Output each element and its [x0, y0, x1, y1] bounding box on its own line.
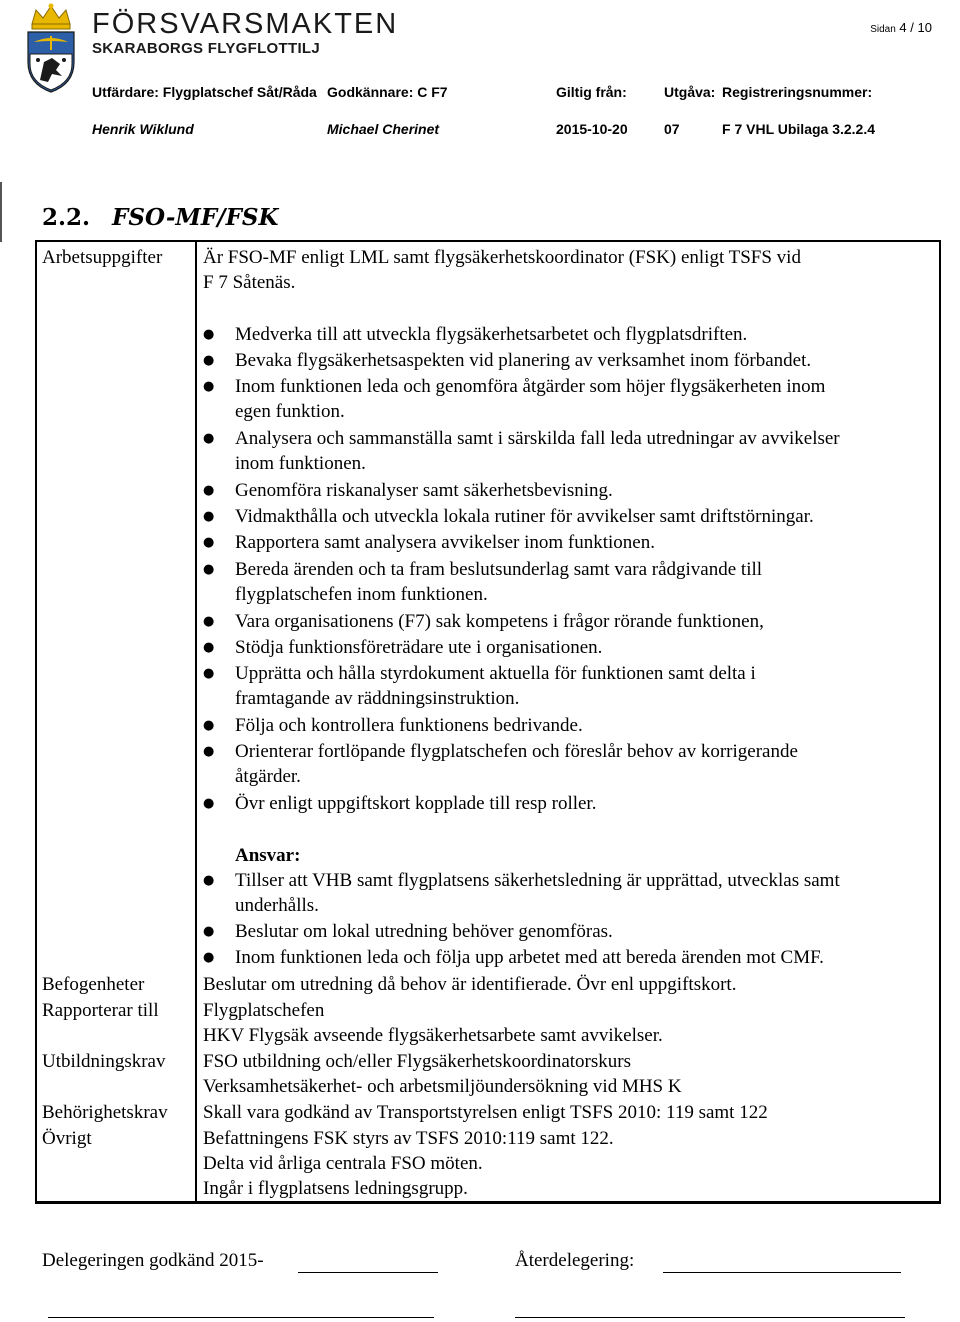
row-value: Delta vid årliga centrala FSO möten.: [203, 1153, 483, 1174]
tasks-intro-line: Är FSO-MF enligt LML samt flygsäkerhetskoordinator (FSK) enligt TSFS vid: [203, 247, 801, 268]
responsibility-item: Inom funktionen leda och följa upp arbetet med att bereda ärenden mot CMF.: [235, 947, 824, 968]
responsibility-item: Beslutar om lokal utredning behöver genomföras.: [235, 921, 613, 942]
task-item: Medverka till att utveckla flygsäkerhetsarbetet och flygplatsdriften.: [235, 324, 748, 345]
task-item: Orienterar fortlöpande flygplatschefen och föreslår behov av korrigerande: [235, 741, 798, 762]
task-item: Bereda ärenden och ta fram beslutsunderlag samt vara rådgivande till: [235, 559, 763, 580]
issuer-label: Utfärdare: Flygplatschef Såt/Råda: [92, 84, 317, 100]
approver-label: Godkännare: C F7: [327, 84, 448, 100]
bullet-icon: ●: [203, 483, 215, 498]
row-label-utbildningskrav: Utbildningskrav: [42, 1051, 166, 1072]
reg-no-label: Registreringsnummer:: [722, 84, 873, 100]
tasks-label: Arbetsuppgifter: [42, 247, 163, 268]
row-value: Flygplatschefen: [203, 1000, 325, 1021]
responsibility-item-cont: underhålls.: [235, 895, 319, 916]
row-value: Ingår i flygplatsens ledningsgrupp.: [203, 1178, 468, 1199]
row-value: FSO utbildning och/eller Flygsäkerhetskoordinatorskurs: [203, 1051, 631, 1072]
task-item: Stödja funktionsföreträdare ute i organisationen.: [235, 637, 603, 658]
edition-label: Utgåva:: [664, 84, 716, 100]
margin-bar: [0, 182, 2, 242]
task-item-cont: framtagande av räddningsinstruktion.: [235, 688, 520, 709]
bullet-icon: ●: [203, 562, 215, 577]
forsvarsmakten-crest-logo: [22, 2, 80, 94]
task-item: Rapportera samt analysera avvikelser inom funktionen.: [235, 532, 655, 553]
reg-no-value: F 7 VHL Ubilaga 3.2.2.4: [722, 121, 876, 137]
signature-line: [515, 1317, 905, 1318]
task-item: Vara organisationens (F7) sak kompetens i frågor rörande funktionen,: [235, 611, 764, 632]
task-item-cont: inom funktionen.: [235, 453, 366, 474]
tasks-intro-line: F 7 Såtenäs.: [203, 272, 296, 293]
bullet-icon: ●: [203, 950, 215, 965]
page-number: Sidan 4 / 10: [870, 20, 932, 35]
section-heading: 2.2. FSO-MF/FSK: [42, 204, 279, 231]
task-item-cont: egen funktion.: [235, 401, 345, 422]
bullet-icon: ●: [203, 744, 215, 759]
valid-from-label: Giltig från:: [556, 84, 627, 100]
edition-value: 07: [664, 121, 680, 137]
signature-line: [48, 1317, 434, 1318]
unit-name: SKARABORGS FLYGFLOTTILJ: [92, 40, 321, 57]
row-value: Verksamhetsäkerhet- och arbetsmiljöundersökning vid MHS K: [203, 1076, 682, 1097]
task-item: Vidmakthålla och utveckla lokala rutiner för avvikelser samt driftstörningar.: [235, 506, 814, 527]
bullet-icon: ●: [203, 796, 215, 811]
row-label-behorighetskrav: Behörighetskrav: [42, 1102, 168, 1123]
bullet-icon: ●: [203, 379, 215, 394]
row-value: HKV Flygsäk avseende flygsäkerhetsarbete samt avvikelser.: [203, 1025, 663, 1046]
responsibility-item: Tillser att VHB samt flygplatsens säkerhetsledning är upprättad, utvecklas samt: [235, 870, 840, 891]
table-column-divider: [195, 240, 197, 1204]
bullet-icon: ●: [203, 431, 215, 446]
bullet-icon: ●: [203, 535, 215, 550]
row-label-ovrigt: Övrigt: [42, 1128, 92, 1149]
redelegation-label: Återdelegering:: [515, 1250, 635, 1271]
task-item-cont: flygplatschefen inom funktionen.: [235, 584, 488, 605]
delegation-label: Delegeringen godkänd 2015-: [42, 1250, 264, 1271]
org-name: FÖRSVARSMAKTEN: [92, 8, 399, 40]
bullet-icon: ●: [203, 614, 215, 629]
bullet-icon: ●: [203, 666, 215, 681]
row-label-rapporterar: Rapporterar till: [42, 1000, 159, 1021]
bullet-icon: ●: [203, 718, 215, 733]
task-item-cont: åtgärder.: [235, 766, 301, 787]
row-value: Beslutar om utredning då behov är identifierade. Övr enl uppgiftskort.: [203, 974, 737, 995]
bullet-icon: ●: [203, 509, 215, 524]
bullet-icon: ●: [203, 640, 215, 655]
task-item: Inom funktionen leda och genomföra åtgärder som höjer flygsäkerheten inom: [235, 376, 826, 397]
row-value: Befattningens FSK styrs av TSFS 2010:119 samt 122.: [203, 1128, 614, 1149]
approver-value: Michael Cherinet: [327, 121, 440, 137]
delegation-date-line: [298, 1272, 438, 1273]
bullet-icon: ●: [203, 353, 215, 368]
task-item: Bevaka flygsäkerhetsaspekten vid planering av verksamhet inom förbandet.: [235, 350, 812, 371]
bullet-icon: ●: [203, 924, 215, 939]
redelegation-line: [663, 1272, 901, 1273]
bullet-icon: ●: [203, 873, 215, 888]
bullet-icon: ●: [203, 327, 215, 342]
valid-from-value: 2015-10-20: [556, 121, 628, 137]
task-item: Upprätta och hålla styrdokument aktuella för funktionen samt delta i: [235, 663, 756, 684]
row-label-befogenheter: Befogenheter: [42, 974, 145, 995]
task-item: Analysera och sammanställa samt i särskilda fall leda utredningar av avvikelser: [235, 428, 840, 449]
issuer-value: Henrik Wiklund: [92, 121, 194, 137]
task-item: Följa och kontrollera funktionens bedrivande.: [235, 715, 583, 736]
task-item: Övr enligt uppgiftskort kopplade till resp roller.: [235, 793, 597, 814]
row-value: Skall vara godkänd av Transportstyrelsen enligt TSFS 2010: 119 samt 122: [203, 1102, 768, 1123]
task-item: Genomföra riskanalyser samt säkerhetsbevisning.: [235, 480, 613, 501]
responsibility-heading: Ansvar:: [235, 845, 301, 866]
